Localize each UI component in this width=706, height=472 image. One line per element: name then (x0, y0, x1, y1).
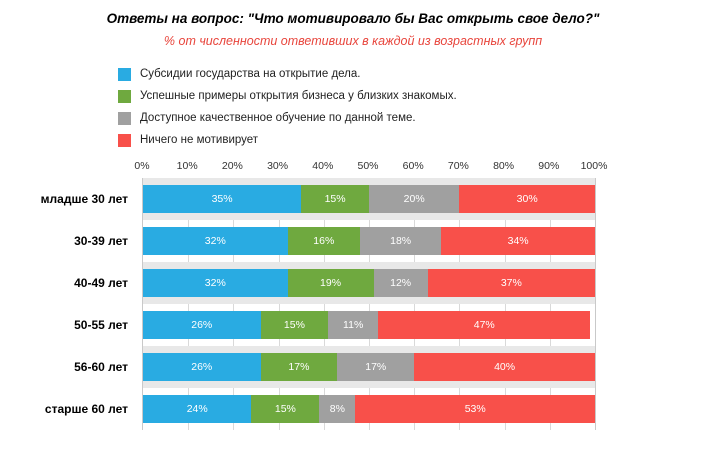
legend-swatch-icon (118, 112, 131, 125)
x-axis-tick-label: 40% (312, 160, 334, 173)
legend-swatch-icon (118, 134, 131, 147)
bar-segment-label: 19% (320, 277, 342, 290)
chart-subtitle: % от численности ответивших в каждой из возрастных групп (163, 34, 543, 49)
bar-segment-label: 30% (516, 193, 538, 206)
bar-segment[interactable] (378, 311, 590, 339)
x-axis-tick-label: 90% (538, 160, 560, 173)
bar-row (143, 220, 595, 262)
bar-segment[interactable] (301, 185, 369, 213)
legend-item[interactable] (118, 130, 706, 150)
bar-segment[interactable] (143, 269, 288, 297)
bar-segment[interactable] (328, 311, 378, 339)
bar-segment[interactable] (251, 395, 319, 423)
bar-segment-label: 32% (204, 235, 226, 248)
bar-row (143, 262, 595, 304)
bar-segment-label: 11% (343, 319, 364, 332)
x-axis-tick-label: 60% (402, 160, 424, 173)
bar-segment[interactable] (143, 227, 288, 255)
bar-row (143, 346, 595, 388)
bar-segment[interactable] (337, 353, 414, 381)
x-axis-tick-label: 100% (580, 160, 608, 173)
bar-row (143, 388, 595, 430)
bar-segment[interactable] (261, 353, 338, 381)
bar-segment-label: 16% (313, 235, 335, 248)
bar-segment[interactable] (414, 353, 595, 381)
x-axis-tick-label: 30% (267, 160, 289, 173)
bar-segment-label: 35% (211, 193, 233, 206)
legend-item-label: Субсидии государства на открытие дела. (140, 68, 361, 81)
category-label: 30-39 лет (74, 234, 128, 249)
bar-segment-label: 37% (500, 277, 522, 290)
bar-segment-label: 8% (329, 403, 345, 416)
y-axis-category-labels (0, 178, 136, 430)
bar-segment-label: 15% (274, 403, 296, 416)
bar-segment-label: 15% (283, 319, 305, 332)
stacked-bar (143, 353, 595, 381)
x-axis-tick-label: 0% (134, 160, 150, 173)
chart-legend (0, 64, 706, 150)
stacked-bar (143, 227, 595, 255)
bar-segment[interactable] (360, 227, 441, 255)
bar-segment[interactable] (374, 269, 428, 297)
legend-swatch-icon (118, 90, 131, 103)
bar-segment[interactable] (143, 353, 261, 381)
bar-segment-label: 17% (365, 361, 387, 374)
legend-item-label: Успешные примеры открытия бизнеса у близких знакомых. (140, 90, 457, 103)
bar-segment[interactable] (261, 311, 329, 339)
legend-swatch-icon (118, 68, 131, 81)
bar-segment-label: 26% (191, 319, 213, 332)
bar-segment[interactable] (288, 227, 360, 255)
bar-segment[interactable] (441, 227, 595, 255)
bar-segment-label: 20% (403, 193, 425, 206)
legend-item[interactable] (118, 108, 706, 128)
category-label: 56-60 лет (74, 360, 128, 375)
bar-segment-label: 15% (324, 193, 346, 206)
x-axis-tick-label: 20% (221, 160, 243, 173)
title-block (0, 0, 706, 48)
bar-segment[interactable] (428, 269, 595, 297)
stacked-bar (143, 311, 595, 339)
bar-segment-label: 18% (390, 235, 412, 248)
bar-segment-label: 17% (288, 361, 310, 374)
category-label: младше 30 лет (40, 192, 128, 207)
bar-segment-label: 26% (191, 361, 213, 374)
bar-segment[interactable] (459, 185, 595, 213)
bar-segment[interactable] (355, 395, 595, 423)
bar-segment-label: 34% (507, 235, 529, 248)
legend-item-label: Ничего не мотивирует (140, 134, 259, 147)
bar-segment[interactable] (143, 395, 251, 423)
legend-item[interactable] (118, 64, 706, 84)
category-label: старше 60 лет (44, 402, 128, 417)
x-axis-tick-label: 50% (357, 160, 379, 173)
bar-segment[interactable] (319, 395, 355, 423)
bar-segment-label: 47% (473, 319, 495, 332)
bar-row (143, 178, 595, 220)
legend-item-label: Доступное качественное обучение по данной теме. (140, 112, 416, 125)
x-axis-tick-label: 80% (493, 160, 515, 173)
legend-item[interactable] (118, 86, 706, 106)
stacked-bar (143, 269, 595, 297)
bar-segment-label: 32% (204, 277, 226, 290)
chart-title: Ответы на вопрос: "Что мотивировало бы Вас открыть свое дело?" (106, 11, 600, 26)
bar-segment-label: 40% (494, 361, 516, 374)
category-label: 40-49 лет (74, 276, 128, 291)
x-axis-tick-labels (134, 160, 608, 176)
bar-segment-label: 12% (390, 277, 412, 290)
x-axis-tick-label: 70% (447, 160, 469, 173)
stacked-bar (143, 185, 595, 213)
bar-segment[interactable] (369, 185, 459, 213)
bar-segment-label: 24% (186, 403, 208, 416)
bars-area (142, 178, 596, 430)
bar-segment[interactable] (288, 269, 374, 297)
bar-segment[interactable] (143, 311, 261, 339)
stacked-bar (143, 395, 595, 423)
category-label: 50-55 лет (74, 318, 128, 333)
bar-segment-label: 53% (464, 403, 486, 416)
bar-row (143, 304, 595, 346)
bar-segment[interactable] (143, 185, 301, 213)
plot-area (0, 160, 706, 432)
x-axis-tick-label: 10% (176, 160, 198, 173)
